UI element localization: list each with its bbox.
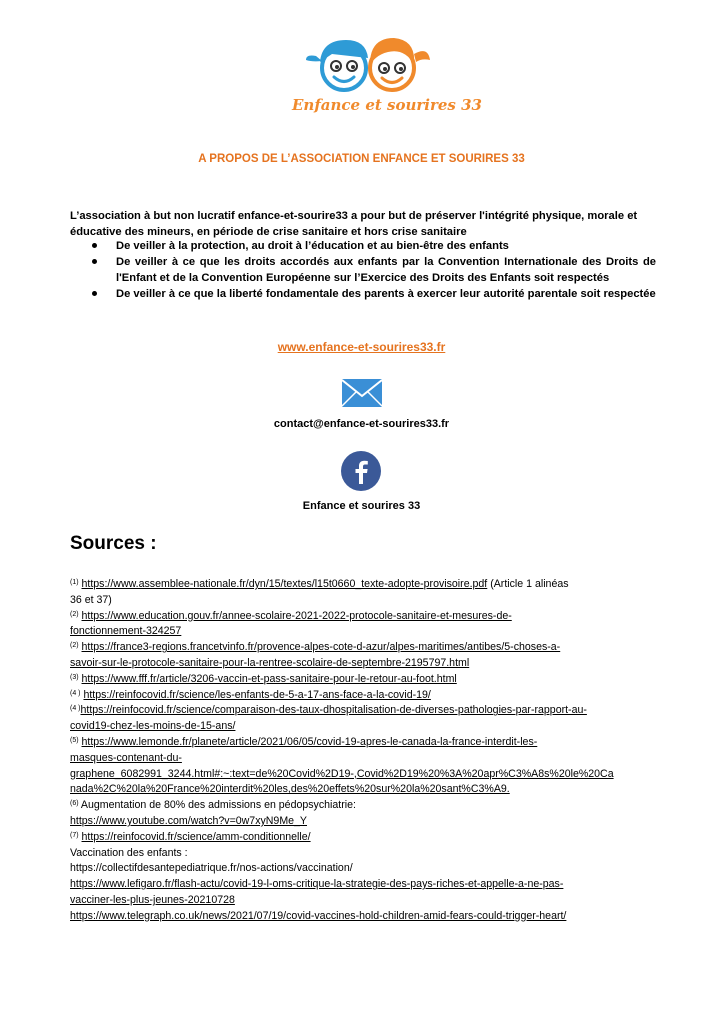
- facebook-page-name: Enfance et sourires 33: [302, 500, 421, 512]
- page-title: A PROPOS DE L’ASSOCIATION ENFANCE ET SOURIRES 33: [198, 153, 525, 165]
- source-entry: [70, 798, 656, 814]
- footnote-number: (2): [70, 610, 79, 618]
- source-link[interactable]: https://reinfocovid.fr/science/amm-conditionnelle/: [81, 830, 311, 843]
- footnote-number: (5): [70, 736, 79, 744]
- source-link[interactable]: fonctionnement-324257: [70, 625, 182, 638]
- source-link[interactable]: https://www.youtube.com/watch?v=0w7xyN9Me_Y: [70, 814, 307, 827]
- footnote-number: (4 ): [70, 705, 81, 713]
- source-note: 36 et 37): [70, 593, 112, 606]
- source-link[interactable]: nada%2C%20la%20France%20interdit%20les,des%20effets%20sur%20la%20sant%C3%A9.: [70, 783, 510, 796]
- sources-heading: Sources :: [70, 533, 157, 554]
- source-link[interactable]: savoir-sur-le-protocole-sanitaire-pour-la-rentree-scolaire-de-septembre-2195797.html: [70, 656, 470, 669]
- source-note: Augmentation de 80% des admissions en pédopsychiatrie:: [78, 799, 356, 812]
- footnote-number: (7): [70, 831, 79, 839]
- source-entry: [70, 577, 656, 593]
- source-entry: [70, 703, 656, 719]
- footnote-number: (6): [70, 800, 79, 808]
- source-link[interactable]: https://france3-regions.francetvinfo.fr/provence-alpes-cote-d-azur/alpes-maritimes/antibes/5-choses-a-: [81, 641, 561, 654]
- source-entry: [70, 640, 656, 656]
- source-entry: [70, 735, 656, 751]
- source-note: (Article 1 alinéas: [487, 578, 569, 590]
- source-entry: [70, 672, 656, 688]
- source-link[interactable]: https://www.lefigaro.fr/flash-actu/covid-19-l-oms-critique-la-strategie-des-pays-riches-et-appelle-a-ne-pas-: [70, 878, 564, 891]
- intro-paragraph: L’association à but non lucratif enfance-et-sourire33 a pour but de préserver l'intégrité physique, morale et éducative des mineurs, en période de crise sanitaire et hors crise sanitaire: [70, 210, 638, 238]
- source-entry: [70, 688, 656, 704]
- list-item: De veiller à la protection, au droit à l’éducation et au bien-être des enfants: [70, 238, 656, 254]
- source-entry: [70, 830, 656, 846]
- sources-list: [70, 577, 656, 925]
- source-link[interactable]: https://www.assemblee-nationale.fr/dyn/15/textes/l15t0660_texte-adopte-provisoire.pdf: [81, 578, 488, 590]
- source-link[interactable]: https://reinfocovid.fr/science/comparaison-des-taux-dhospitalisation-de-diverses-pathologies-par-rapport-au-: [80, 704, 587, 717]
- website-link[interactable]: www.enfance-et-sourires33.fr: [277, 340, 446, 354]
- source-link[interactable]: https://collectifdesantepediatrique.fr/nos-actions/vaccination/: [70, 862, 353, 875]
- source-link[interactable]: https://www.fff.fr/article/3206-vaccin-et-pass-sanitaire-pour-le-retour-au-foot.html: [81, 672, 457, 685]
- footnote-number: (2): [70, 642, 79, 650]
- list-item: De veiller à ce que les droits accordés aux enfants par la Convention Internationale des Droits de l'Enfant et de la Convention Européenne sur l’Exercice des Droits des Enfants soit respectés: [70, 254, 656, 286]
- footnote-number: (3): [70, 673, 79, 681]
- logo-wordmark: Enfance et sourires 33: [292, 96, 482, 114]
- source-link[interactable]: https://www.telegraph.co.uk/news/2021/07/19/covid-vaccines-hold-children-amid-fears-could-trigger-heart/: [70, 909, 567, 922]
- association-logo: [292, 24, 482, 128]
- footnote-number: (4 ): [70, 689, 81, 697]
- list-item: De veiller à ce que la liberté fondamentale des parents à exercer leur autorité parentale soit respectée: [70, 286, 656, 302]
- source-entry: [70, 609, 656, 625]
- source-link[interactable]: masques-contenant-du-: [70, 751, 182, 764]
- source-link[interactable]: vacciner-les-plus-jeunes-20210728: [70, 893, 235, 906]
- source-link[interactable]: https://www.lemonde.fr/planete/article/2021/06/05/covid-19-apres-le-canada-la-france-interdit-les-: [81, 735, 538, 748]
- contact-email[interactable]: contact@enfance-et-sourires33.fr: [273, 418, 450, 430]
- source-link[interactable]: https://reinfocovid.fr/science/les-enfants-de-5-a-17-ans-face-a-la-covid-19/: [83, 688, 431, 701]
- envelope-icon: [341, 378, 383, 408]
- children-faces-icon: [292, 24, 442, 96]
- source-link[interactable]: covid19-chez-les-moins-de-15-ans/: [70, 720, 236, 733]
- facebook-icon[interactable]: [341, 451, 381, 491]
- vaccination-label: Vaccination des enfants :: [70, 846, 188, 859]
- source-link[interactable]: https://www.education.gouv.fr/annee-scolaire-2021-2022-protocole-sanitaire-et-mesures-de-: [81, 609, 512, 622]
- mission-list: [70, 238, 656, 302]
- footnote-number: (1): [70, 579, 79, 586]
- source-link[interactable]: graphene_6082991_3244.html#:~:text=de%20Covid%2D19-,Covid%2D19%20%3A%20apr%C3%A8s%20le%20Ca: [70, 767, 614, 780]
